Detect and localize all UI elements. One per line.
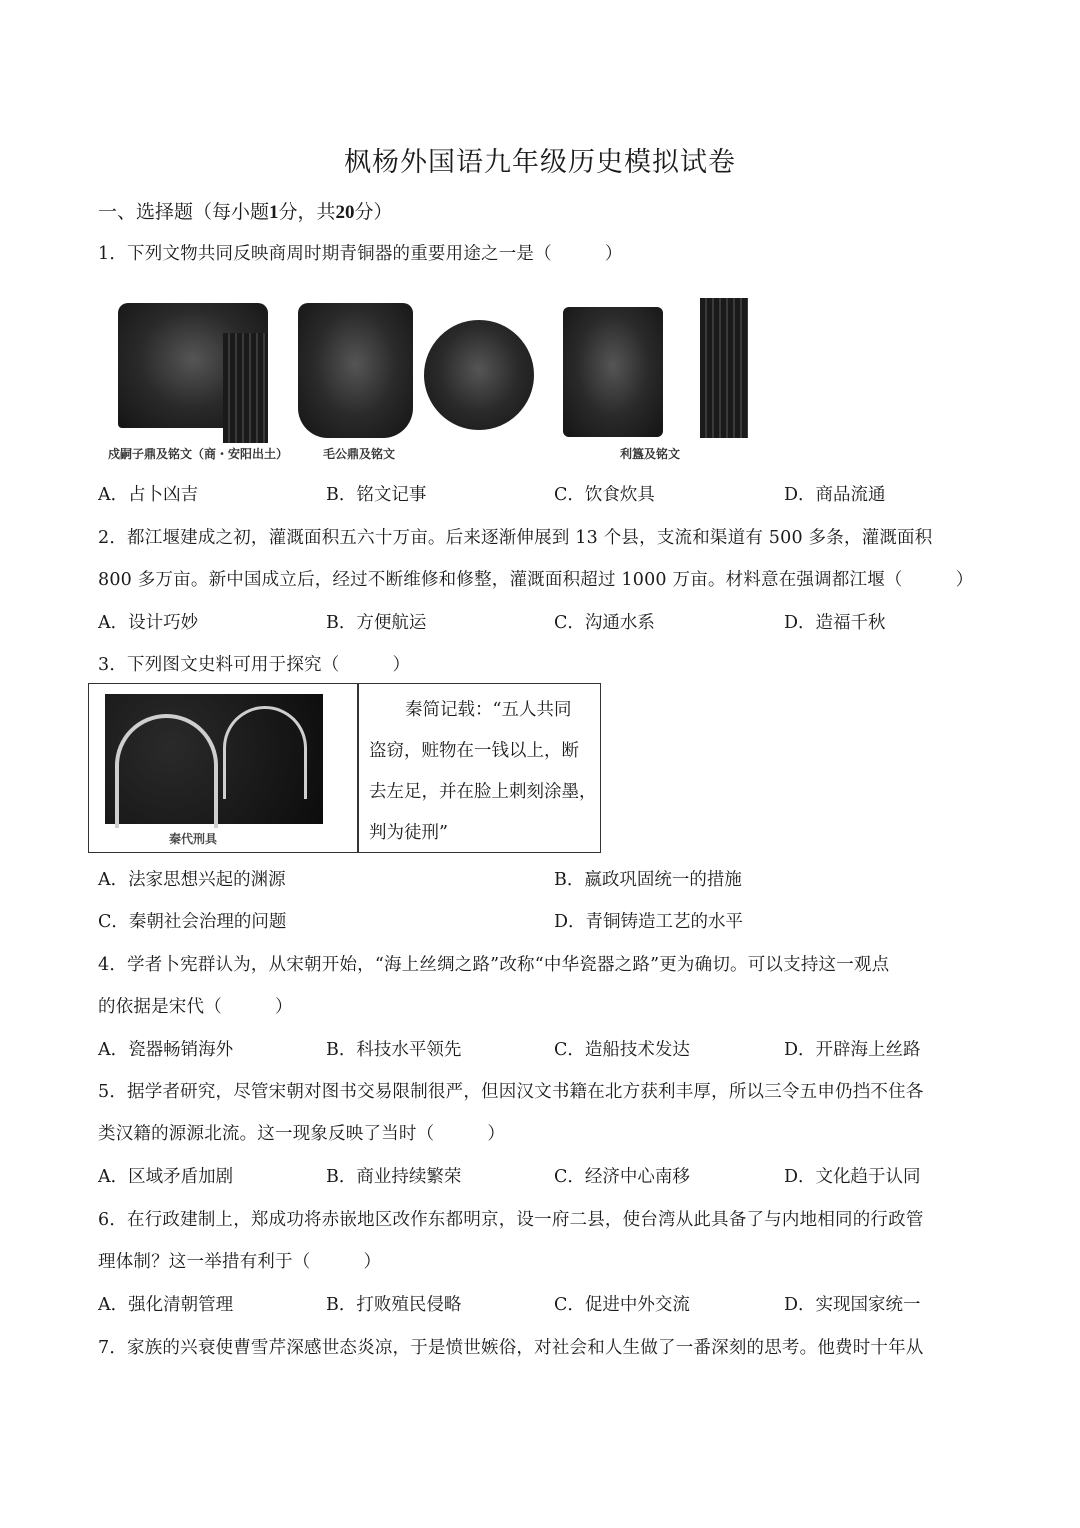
- ding-vessel-image-2: [298, 303, 413, 438]
- question-6-stem-line-1: 6．在行政建制上，郑成功将赤嵌地区改作东都明京，设一府二县，使台湾从此具备了与内地相同的行政管: [98, 1210, 924, 1230]
- page-title: 枫杨外国语九年级历史模拟试卷: [344, 147, 736, 178]
- q6-option-b: B．打败殖民侵略: [326, 1295, 462, 1315]
- question-4-stem-line-2: 的依据是宋代（ ）: [98, 997, 293, 1017]
- q2-option-a: A．设计巧妙: [98, 613, 199, 633]
- q3-option-c: C．秦朝社会治理的问题: [98, 912, 287, 932]
- question-2-stem-line-2: 800 多万亩。新中国成立后，经过不断维修和修整，灌溉面积超过 1000 万亩。材料意在强调都江堰（ ）: [98, 570, 974, 590]
- question-4-stem-line-1: 4．学者卜宪群认为，从宋朝开始，“海上丝绸之路”改称“中华瓷器之路”更为确切。可以支持这一观点: [98, 955, 890, 975]
- q4-option-d: D．开辟海上丝路: [784, 1040, 921, 1060]
- section-heading: 一、选择题（每小题1分，共20分）: [98, 201, 393, 223]
- question-5-stem-line-1: 5．据学者研究，尽管宋朝对图书交易限制很严，但因汉文书籍在北方获利丰厚，所以三令五申仍挡不住各: [98, 1082, 924, 1102]
- figure-caption-1: 戍嗣子鼎及铭文（商・安阳出土）: [108, 447, 289, 461]
- q6-option-a: A．强化清朝管理: [98, 1295, 234, 1315]
- q5-option-c: C．经济中心南移: [554, 1167, 690, 1187]
- q1-option-a: A．占卜凶吉: [98, 485, 199, 505]
- ding-interior-image: [424, 320, 534, 430]
- q1-option-b: B．铭文记事: [326, 485, 427, 505]
- q2-option-c: C．沟通水系: [554, 613, 655, 633]
- question-2-stem-line-1: 2．都江堰建成之初，灌溉面积五六十万亩。后来逐渐伸展到 13 个县，支流和渠道有 500 多条，灌溉面积: [98, 528, 933, 548]
- question-6-stem-line-2: 理体制？这一举措有利于（ ）: [98, 1252, 382, 1272]
- table-divider: [357, 684, 359, 852]
- q3-option-b: B．嬴政巩固统一的措施: [554, 870, 742, 890]
- q6-option-c: C．促进中外交流: [554, 1295, 690, 1315]
- question-1-figures: [108, 295, 768, 465]
- qin-bamboo-quote: 秦简记载：“五人共同 盗窃，赃物在一钱以上，断 去左足，并在脸上刺刻涂墨， 判为徒刑”: [369, 700, 597, 843]
- q6-option-d: D．实现国家统一: [784, 1295, 921, 1315]
- question-5-stem-line-2: 类汉籍的源源北流。这一现象反映了当时（ ）: [98, 1124, 506, 1144]
- qin-shackles-image: [105, 694, 323, 824]
- q5-option-b: B．商业持续繁荣: [326, 1167, 462, 1187]
- q5-option-d: D．文化趋于认同: [784, 1167, 921, 1187]
- gui-vessel-image: [563, 307, 663, 437]
- shackle-arch-2: [223, 706, 307, 799]
- q2-option-b: B．方便航运: [326, 613, 427, 633]
- inscription-image-3: [700, 298, 748, 438]
- q1-option-c: C．饮食炊具: [554, 485, 655, 505]
- shackle-arch-1: [115, 714, 218, 828]
- q4-option-a: A．瓷器畅销海外: [98, 1040, 234, 1060]
- figure-caption-3: 利簋及铭文: [620, 447, 681, 461]
- question-3-source-table: [88, 683, 601, 853]
- figure-caption-2: 毛公鼎及铭文: [323, 447, 396, 461]
- figure-caption-qin: 秦代刑具: [169, 832, 218, 846]
- q3-option-d: D．青铜铸造工艺的水平: [554, 912, 744, 932]
- question-3-stem: 3．下列图文史料可用于探究（ ）: [98, 655, 411, 675]
- q1-option-d: D．商品流通: [784, 485, 886, 505]
- q3-option-a: A．法家思想兴起的渊源: [98, 870, 286, 890]
- q2-option-d: D．造福千秋: [784, 613, 886, 633]
- inscription-image-1: [223, 333, 268, 443]
- question-7-stem-line-1: 7．家族的兴衰使曹雪芹深感世态炎凉，于是愤世嫉俗，对社会和人生做了一番深刻的思考。他费时十年从: [98, 1338, 924, 1358]
- q5-option-a: A．区域矛盾加剧: [98, 1167, 234, 1187]
- q4-option-c: C．造船技术发达: [554, 1040, 690, 1060]
- q4-option-b: B．科技水平领先: [326, 1040, 462, 1060]
- question-1-stem: 1．下列文物共同反映商周时期青铜器的重要用途之一是（ ）: [98, 244, 623, 264]
